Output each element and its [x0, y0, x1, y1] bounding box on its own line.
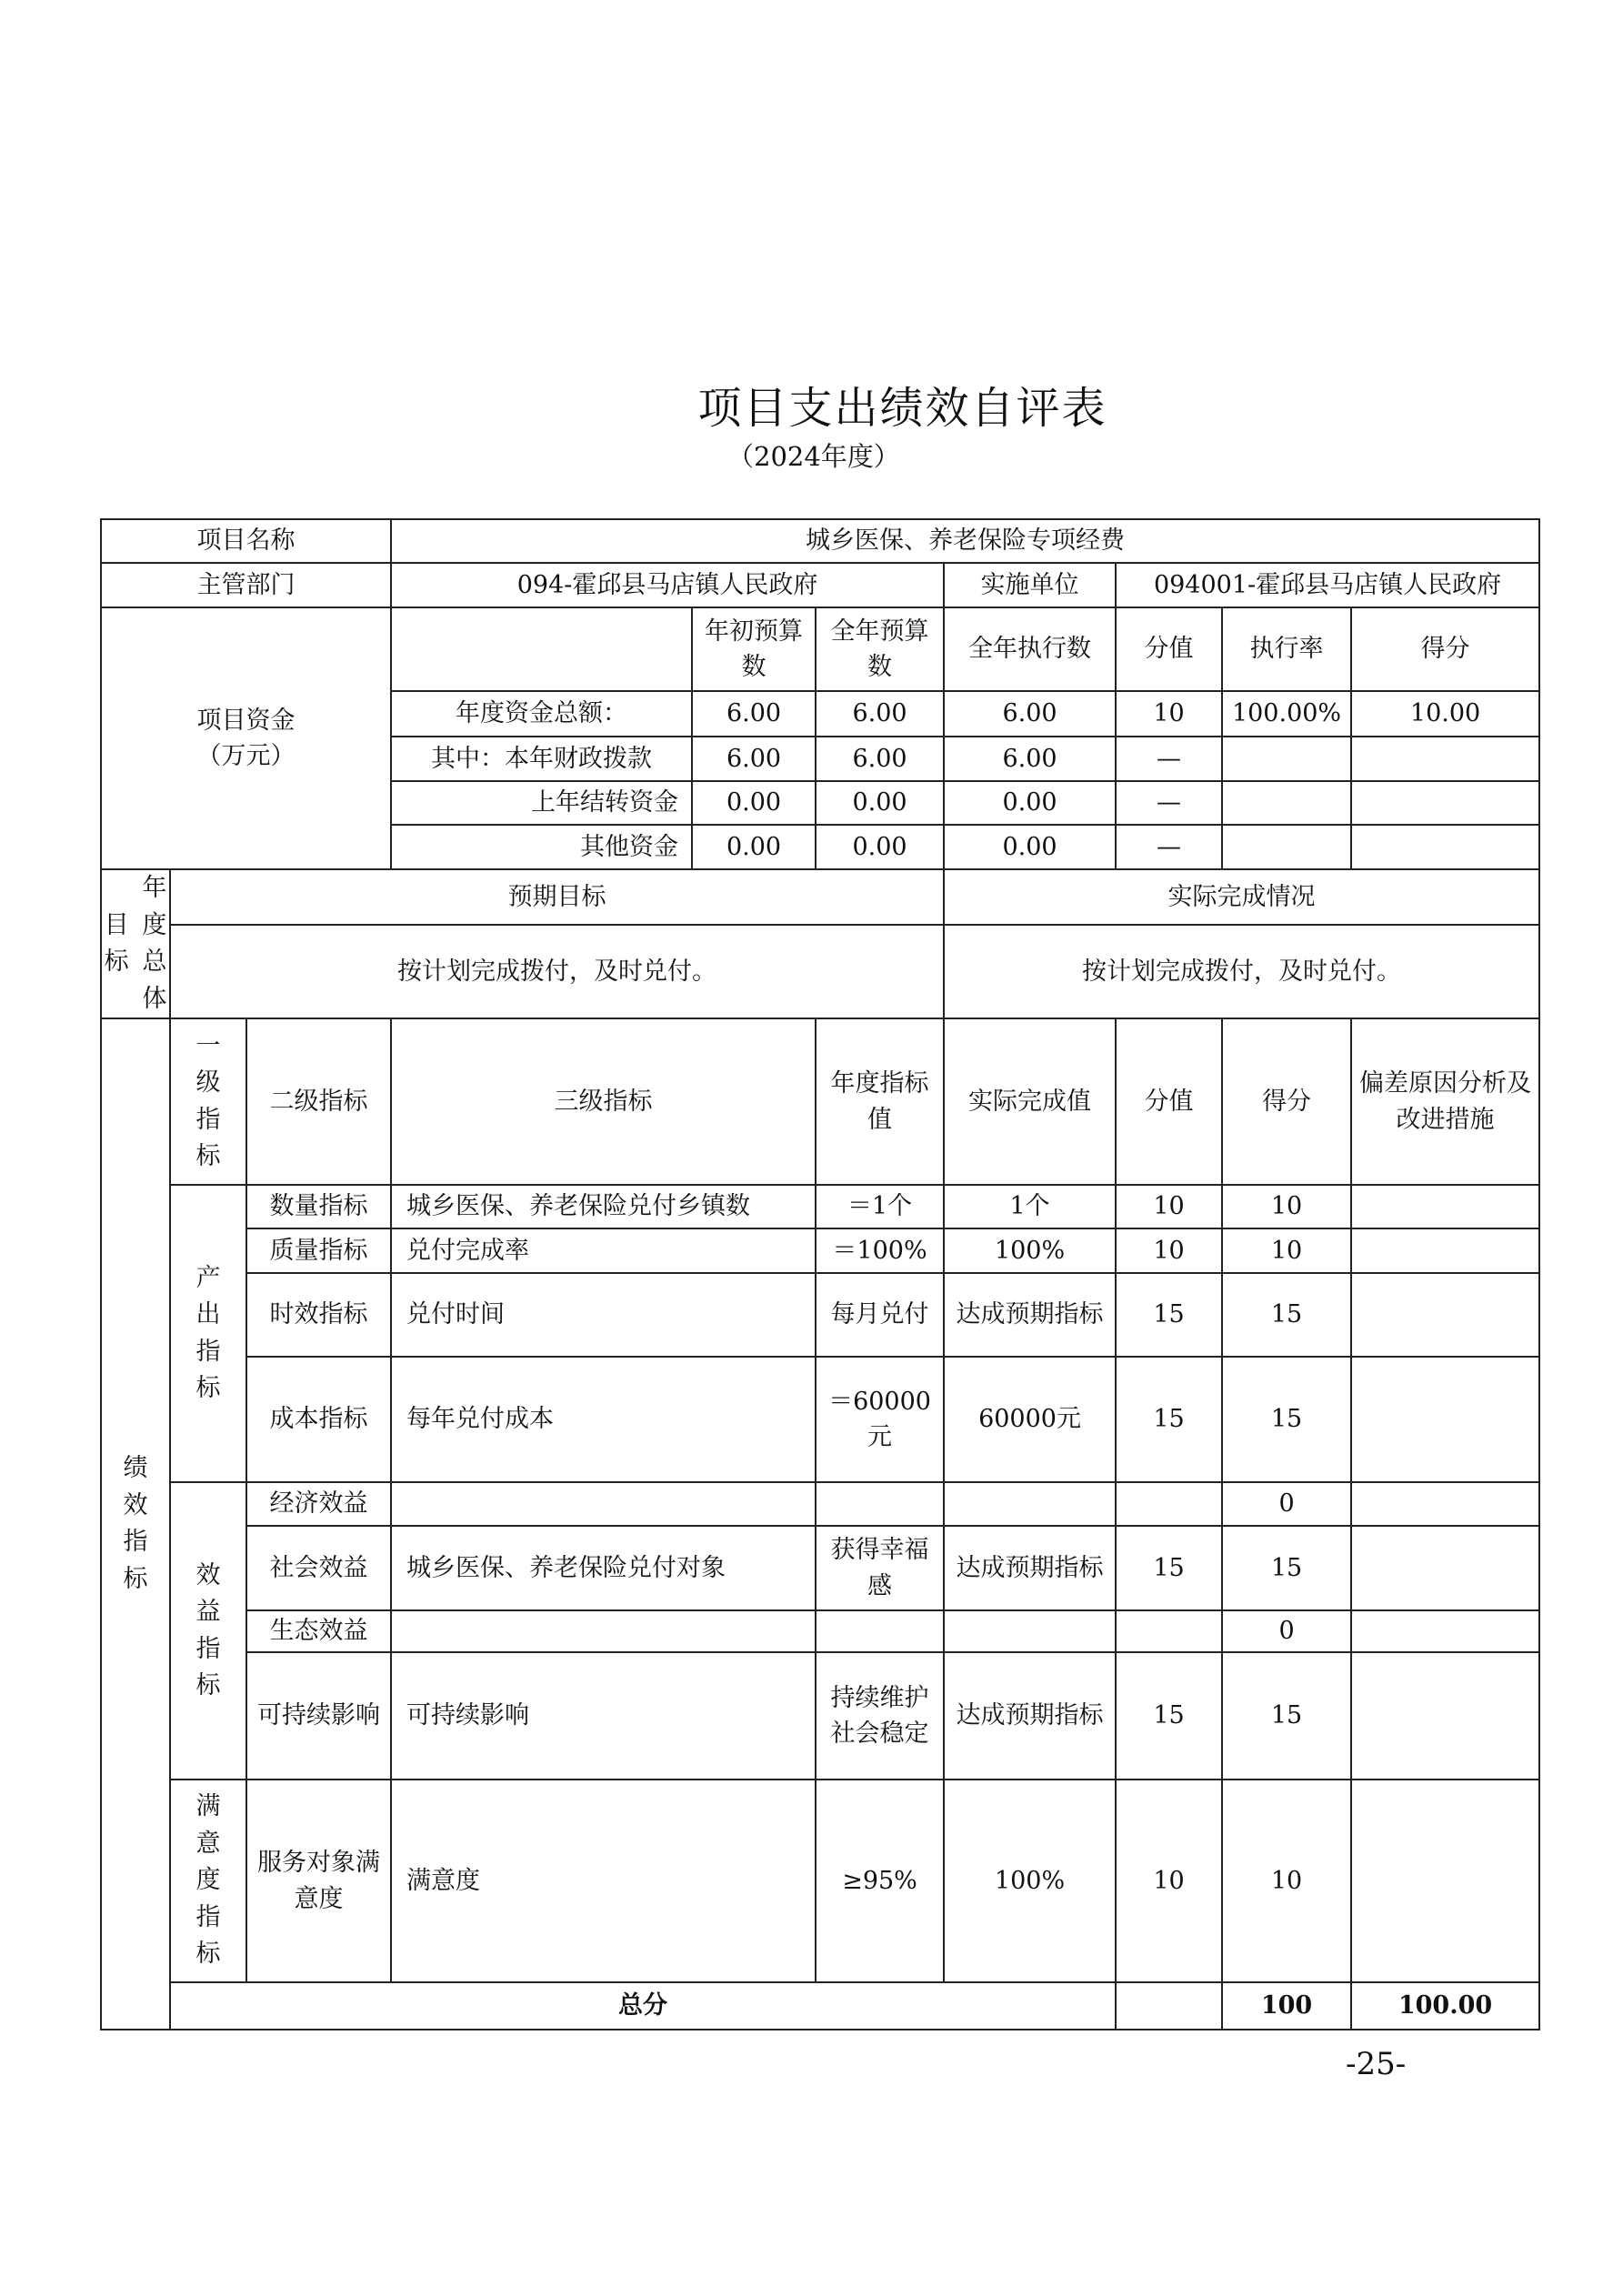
table-row	[101, 1273, 1539, 1357]
header-score: 分值	[1116, 1018, 1222, 1185]
cell: —	[1116, 781, 1222, 825]
cell: 0.00	[692, 825, 816, 869]
header-actual: 实际完成值	[944, 1018, 1116, 1185]
performance-table	[100, 518, 1540, 2030]
cell: 10	[1222, 1228, 1351, 1273]
funds-header: 全年预算数	[816, 607, 944, 691]
cell	[1351, 1780, 1539, 1982]
dept-label: 主管部门	[101, 563, 391, 607]
cell: 0.00	[944, 781, 1116, 825]
cell: ＝100%	[816, 1228, 944, 1273]
cell	[1222, 737, 1351, 781]
cell: 10	[1222, 1780, 1351, 1982]
header-got: 得分	[1222, 1018, 1351, 1185]
perf-label: 绩效指标	[101, 1018, 170, 2030]
cell: 100%	[944, 1228, 1116, 1273]
cell	[944, 1482, 1116, 1526]
funds-label: 项目资金 （万元）	[101, 607, 391, 869]
expected-label: 预期目标	[170, 869, 944, 925]
cell: 10	[1116, 1185, 1222, 1228]
funds-row-label: 上年结转资金	[391, 781, 692, 825]
cell: 质量指标	[246, 1228, 391, 1273]
cell: 15	[1222, 1357, 1351, 1482]
cell: 0.00	[816, 781, 944, 825]
cell: 兑付时间	[391, 1273, 816, 1357]
total-label: 总分	[170, 1982, 1116, 2030]
cell: 15	[1222, 1526, 1351, 1610]
table-row	[101, 1482, 1539, 1526]
page-number: -25-	[1346, 2046, 1407, 2082]
cell: 社会效益	[246, 1526, 391, 1610]
header-deviation: 偏差原因分析及改进措施	[1351, 1018, 1539, 1185]
cell: 城乡医保、养老保险兑付乡镇数	[391, 1185, 816, 1228]
cell	[816, 1482, 944, 1526]
total-actual	[1116, 1982, 1222, 2030]
table-row	[101, 1610, 1539, 1652]
cell: 时效指标	[246, 1273, 391, 1357]
funds-row-label: 年度资金总额：	[391, 691, 692, 737]
cell	[1351, 1482, 1539, 1526]
unit-label: 实施单位	[944, 563, 1116, 607]
cell: 可持续影响	[246, 1652, 391, 1780]
cell	[1116, 1482, 1222, 1526]
group-benefit: 效益指标	[170, 1482, 246, 1780]
page-subtitle: （2024年度）	[727, 441, 900, 472]
funds-header: 得分	[1351, 607, 1539, 691]
cell	[1351, 1526, 1539, 1610]
cell: 成本指标	[246, 1357, 391, 1482]
cell	[944, 1610, 1116, 1652]
cell: 6.00	[816, 737, 944, 781]
dept: 094-霍邱县马店镇人民政府	[391, 563, 944, 607]
funds-header: 执行率	[1222, 607, 1351, 691]
cell: 0.00	[692, 781, 816, 825]
expected-goal: 按计划完成拨付，及时兑付。	[170, 925, 944, 1018]
funds-header: 分值	[1116, 607, 1222, 691]
table-row	[101, 1185, 1539, 1228]
cell: 10	[1222, 1185, 1351, 1228]
cell: —	[1116, 737, 1222, 781]
cell: ＝1个	[816, 1185, 944, 1228]
cell: 兑付完成率	[391, 1228, 816, 1273]
group-satisfaction: 满意度指标	[170, 1780, 246, 1982]
cell: 满意度	[391, 1780, 816, 1982]
cell	[1351, 1610, 1539, 1652]
cell: 每年兑付成本	[391, 1357, 816, 1482]
cell: 服务对象满意度	[246, 1780, 391, 1982]
cell: ＝60000元	[816, 1357, 944, 1482]
cell: 6.00	[944, 691, 1116, 737]
cell	[391, 1482, 816, 1526]
funds-row-label: 其中：本年财政拨款	[391, 737, 692, 781]
cell: 0	[1222, 1610, 1351, 1652]
total-row	[101, 1982, 1539, 2030]
cell	[1351, 1273, 1539, 1357]
actual-label: 实际完成情况	[944, 869, 1539, 925]
cell	[1351, 1228, 1539, 1273]
cell: 15	[1116, 1273, 1222, 1357]
cell: 0	[1222, 1482, 1351, 1526]
cell: 经济效益	[246, 1482, 391, 1526]
cell	[1116, 1610, 1222, 1652]
cell: 6.00	[692, 737, 816, 781]
cell: 持续维护社会稳定	[816, 1652, 944, 1780]
cell: 达成预期指标	[944, 1652, 1116, 1780]
cell	[1351, 825, 1539, 869]
cell: ≥95%	[816, 1780, 944, 1982]
cell: 可持续影响	[391, 1652, 816, 1780]
cell: 0.00	[816, 825, 944, 869]
cell: 15	[1222, 1273, 1351, 1357]
header-level1: 一级指标	[170, 1018, 246, 1185]
cell: 100.00%	[1222, 691, 1351, 737]
cell: 获得幸福感	[816, 1526, 944, 1610]
cell: 15	[1116, 1652, 1222, 1780]
cell	[1222, 781, 1351, 825]
cell: 15	[1222, 1652, 1351, 1780]
cell	[1351, 737, 1539, 781]
funds-row-label: 其他资金	[391, 825, 692, 869]
table-row	[101, 1526, 1539, 1610]
cell: 10.00	[1351, 691, 1539, 737]
cell	[1351, 1357, 1539, 1482]
cell: 6.00	[692, 691, 816, 737]
cell	[1351, 1185, 1539, 1228]
cell: 10	[1116, 691, 1222, 737]
cell: 1个	[944, 1185, 1116, 1228]
funds-header: 年初预算数	[692, 607, 816, 691]
project-name: 城乡医保、养老保险专项经费	[391, 519, 1539, 563]
blank-cell	[391, 607, 692, 691]
project-name-label: 项目名称	[101, 519, 391, 563]
cell: 达成预期指标	[944, 1526, 1116, 1610]
table-row	[101, 1780, 1539, 1982]
header-level2: 二级指标	[246, 1018, 391, 1185]
total-got: 100.00	[1351, 1982, 1539, 2030]
cell: 10	[1116, 1780, 1222, 1982]
header-target: 年度指标值	[816, 1018, 944, 1185]
total-score: 100	[1222, 1982, 1351, 2030]
cell: 15	[1116, 1526, 1222, 1610]
header-level3: 三级指标	[391, 1018, 816, 1185]
cell	[391, 1610, 816, 1652]
table-row	[101, 1228, 1539, 1273]
page-title: 项目支出绩效自评表	[697, 383, 1107, 434]
cell: 6.00	[816, 691, 944, 737]
cell: 10	[1116, 1228, 1222, 1273]
cell: 生态效益	[246, 1610, 391, 1652]
table-row	[101, 1357, 1539, 1482]
cell: 城乡医保、养老保险兑付对象	[391, 1526, 816, 1610]
cell: 每月兑付	[816, 1273, 944, 1357]
actual-goal: 按计划完成拨付，及时兑付。	[944, 925, 1539, 1018]
cell: 15	[1116, 1357, 1222, 1482]
group-output: 产出指标	[170, 1185, 246, 1482]
unit: 094001-霍邱县马店镇人民政府	[1116, 563, 1539, 607]
cell	[1351, 1652, 1539, 1780]
goal-label: 目标 年度总体	[101, 869, 170, 1018]
funds-header: 全年执行数	[944, 607, 1116, 691]
cell: 0.00	[944, 825, 1116, 869]
table-row	[101, 1652, 1539, 1780]
cell: 达成预期指标	[944, 1273, 1116, 1357]
cell: 60000元	[944, 1357, 1116, 1482]
cell: 6.00	[944, 737, 1116, 781]
cell: —	[1116, 825, 1222, 869]
cell	[816, 1610, 944, 1652]
cell: 100%	[944, 1780, 1116, 1982]
cell: 数量指标	[246, 1185, 391, 1228]
cell	[1351, 781, 1539, 825]
cell	[1222, 825, 1351, 869]
